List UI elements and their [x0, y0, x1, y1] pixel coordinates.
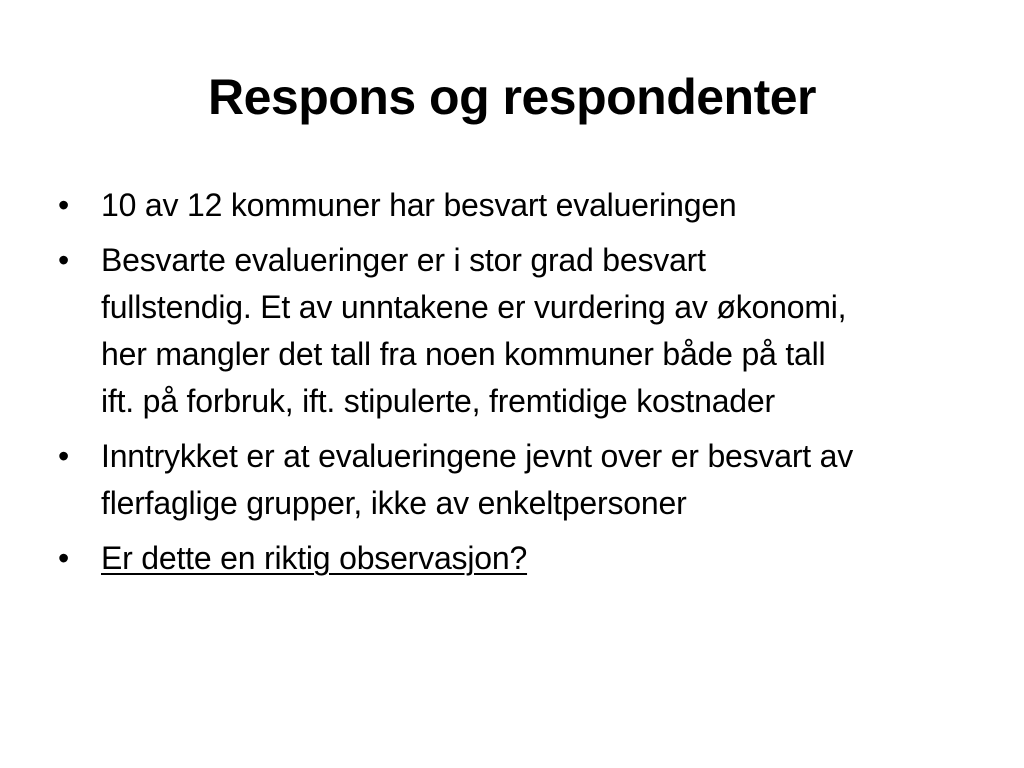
- bullet-dot-icon: •: [58, 187, 70, 223]
- slide-title: Respons og respondenter: [207, 69, 817, 125]
- bullet-item-question: [58, 535, 938, 582]
- question-link[interactable]: Er dette en riktig observasjon?: [101, 540, 528, 576]
- bullet-text: 10 av 12 kommuner har besvart evalueringen: [101, 187, 737, 223]
- bullet-text: Besvarte evalueringer er i stor grad besvart fullstendig. Et av unntakene er vurdering av økonomi, her mangler det tall fra noen kommuner både på tall ift. på forbruk, ift. stipulerte, fremtidige kostnader: [101, 242, 847, 419]
- bullet-text: Inntrykket er at evalueringene jevnt over er besvart av flerfaglige grupper, ikke av enkeltpersoner: [101, 438, 854, 521]
- bullet-item-responses: [58, 182, 938, 229]
- bullet-dot-icon: •: [58, 438, 70, 474]
- bullet-list: [58, 182, 938, 590]
- bullet-item-completeness: [58, 237, 938, 425]
- bullet-dot-icon: •: [58, 242, 70, 278]
- bullet-item-impression: [58, 433, 938, 527]
- bullet-dot-icon: •: [58, 540, 70, 576]
